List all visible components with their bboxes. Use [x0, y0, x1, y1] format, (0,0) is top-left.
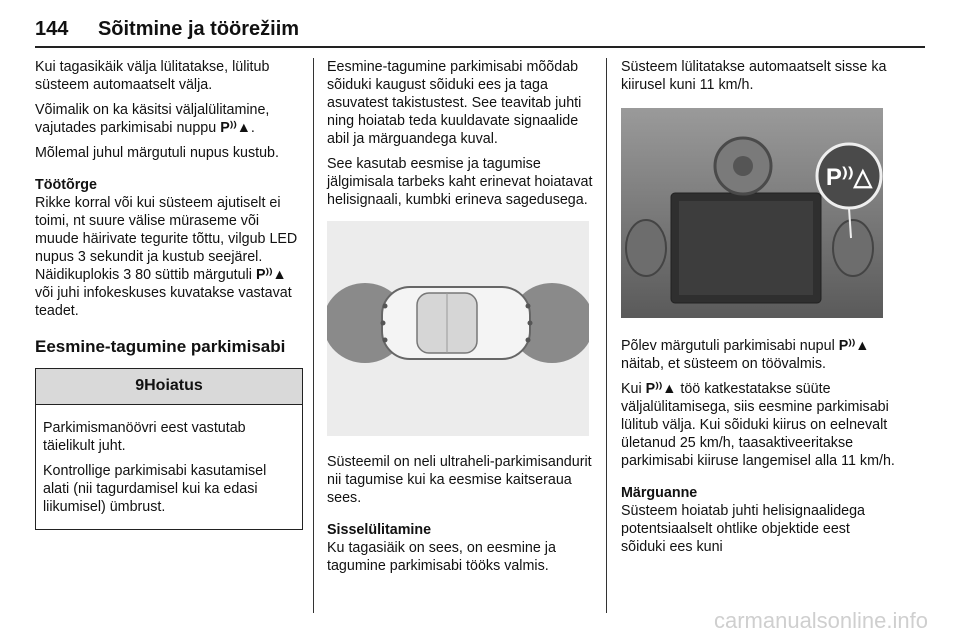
svg-text:P⁾⁾△: P⁾⁾△ [825, 164, 873, 191]
header-rule [35, 46, 925, 48]
paragraph: Ku tagasiäik on sees, on eesmine ja tagumine parkimisabi tööks valmis. [327, 540, 556, 574]
watermark: carmanualsonline.info [713, 608, 928, 633]
dashboard-button-illustration [621, 108, 896, 323]
column-divider [606, 58, 607, 613]
paragraph: Süsteem hoiatab juhti helisignaalidega potentsiaalselt ohtlike objektide eest sõiduki ees kuni [621, 503, 866, 555]
parking-assist-icon: P⁾⁾▲ [220, 120, 251, 136]
parking-assist-icon: P⁾⁾▲ [838, 338, 870, 354]
parking-assist-icon: P⁾⁾▲ [645, 381, 677, 397]
column-3 [621, 58, 896, 563]
warning-text: Kontrollige parkimisabi kasutamisel alati (nii tagurdamisel kui ka edasi liikumisel) ümbrust. [43, 463, 267, 515]
paragraph: Mõlemal juhul märgutuli nupus kustub. [35, 145, 279, 161]
paragraph: Kui tagasikäik välja lülitatakse, lülitub süsteem automaatselt välja. [35, 59, 270, 93]
paragraph: Kui P⁾⁾▲ töö katkestatakse süüte väljalülitamisega, siis eesmine parkimisabi lülitub välja. Kui sõiduki kiirus on eelnevalt ületanud 25 km/h, taasaktiveeritakse parkimisabi kiiruse langemisel alla 11 km/h. [621, 381, 895, 469]
page-header [35, 18, 299, 41]
warning-header: 9Hoiatus [36, 369, 302, 405]
warning-box [35, 368, 303, 530]
paragraph: See kasutab eesmise ja tagumise jälgimisala tarbeks kaht erinevat hoiatavat helisignaali, kumbki erineva sagedusega. [327, 156, 593, 208]
column-divider [313, 58, 314, 613]
paragraph: Süsteem lülitatakse automaatselt sisse ka kiirusel kuni 11 km/h. [621, 59, 887, 93]
paragraph: Süsteemil on neli ultraheli-parkimisandurit nii tagumise kui ka eesmise kaitseraua sees. [327, 454, 592, 506]
warning-text: Parkimismanöövri eest vastutab täielikult juht. [43, 420, 246, 454]
paragraph: Põlev märgutuli parkimisabi nupul P⁾⁾▲ näitab, et süsteem on töövalmis. [621, 338, 870, 372]
page-ref: 3 80 [123, 267, 152, 283]
warning-icon: 9 [135, 377, 145, 394]
section-heading: Eesmine-tagumine parkimisabi [35, 337, 286, 356]
paragraph: Võimalik on ka käsitsi väljalülitamine, vajutades parkimisabi nuppu P⁾⁾▲. [35, 102, 270, 136]
column-1 [35, 58, 303, 530]
page-number: 144 [35, 18, 69, 40]
fault-heading: Töötõrge [35, 177, 97, 193]
column-2 [327, 58, 597, 582]
page-title: Sõitmine ja töörežiim [97, 18, 300, 40]
paragraph: Rikke korral või kui süsteem ajutiselt ei toimi, nt suure välise müraseme või muude häirivate tegurite tõttu, vilgub LED nupus 3 sekundit ja kustub seejärel. Näidikuplokis 3 80 süttib märgutuli P⁾⁾▲ või juhi infokeskuses kuvatakse vastavat teadet. [35, 195, 298, 319]
note-heading: Märguanne [621, 485, 698, 501]
parking-sensor-illustration [327, 221, 597, 441]
parking-assist-icon: P⁾⁾▲ [255, 267, 287, 283]
paragraph: Eesmine-tagumine parkimisabi mõõdab sõiduki kaugust sõiduki ees ja taga asuvatest takistustest. See teavitab juhti ning hoiatab teda kuuldavate signaalide abil ja märguandega kuval. [327, 59, 582, 147]
activation-heading: Sisselülitamine [327, 522, 432, 538]
